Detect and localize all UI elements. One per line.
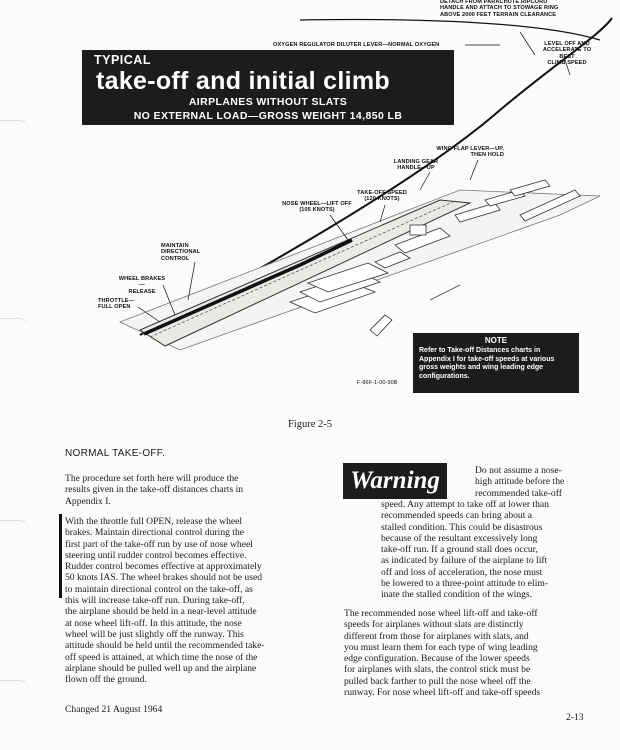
text-line: off speed is attained, at which time the nose of the xyxy=(65,651,258,663)
callout-line: LANDING GEAR xyxy=(393,159,439,165)
callout-oxygen: OXYGEN REGULATOR DILUTER LEVER—NORMAL OXYGEN xyxy=(273,42,440,48)
callout-line: MAINTAIN xyxy=(161,243,189,249)
callout-parachute xyxy=(440,0,590,18)
text-line: to maintain directional control on the take-off, as xyxy=(65,583,253,595)
runway xyxy=(140,200,470,346)
callout-line: ACCELERATE TO BEST xyxy=(542,47,592,60)
callout-line: DIRECTIONAL xyxy=(161,249,201,256)
note-box xyxy=(413,333,579,393)
binder-hole-mark xyxy=(0,680,30,705)
paragraph-intro xyxy=(65,473,315,507)
title-subtitle-1: AIRPLANES WITHOUT SLATS xyxy=(188,96,348,108)
callout-throttle xyxy=(98,298,143,311)
text-line: take-off run. If a ground stall does occur, xyxy=(381,544,538,556)
callout-line: WING FLAP LEVER—UP, xyxy=(436,146,504,152)
text-line: you must learn them for each type of wing leading xyxy=(344,641,538,653)
callout-line: CONTROL xyxy=(161,255,190,262)
callout-line: (105 KNOTS) xyxy=(299,207,335,214)
text-line: 50 knots IAS. The wheel brakes should not be used xyxy=(65,572,262,584)
callout-line: DETACH FROM PARACHUTE RIPCORD xyxy=(440,0,548,5)
text-line: be lowered to a three-point attitude to elim- xyxy=(381,578,549,590)
text-line: speeds for airplanes without slats are distinctly xyxy=(344,619,524,631)
text-line: results given in the take-off distances charts in xyxy=(65,484,244,496)
callout-wheel-brakes xyxy=(117,276,167,295)
text-line: recommended take-off xyxy=(475,487,562,499)
road-line xyxy=(430,285,460,300)
callout-line: CLIMB SPEED xyxy=(547,60,587,67)
callout-maintain xyxy=(161,243,211,262)
figure-code: F-86F-1-00-90B xyxy=(357,380,398,386)
text-line: the airplane should be held in a near-level attitude xyxy=(65,606,257,618)
callout-line: HANDLE—UP xyxy=(397,165,435,172)
text-line: as indicated by failure of the airplane to lift xyxy=(381,555,548,567)
callout-line: ABOVE 2000 FEET TERRAIN CLEARANCE xyxy=(440,11,557,18)
text-line: pulled back farther to pull the nose wheel off the xyxy=(344,675,531,687)
title-main: take-off and initial climb xyxy=(96,67,390,95)
text-line: for airplanes with slats, the control stick must be xyxy=(344,664,531,676)
binder-hole-mark xyxy=(0,520,30,545)
callout-line: LEVEL OFF AND xyxy=(544,41,590,47)
paragraph-procedure xyxy=(65,516,325,685)
change-bar xyxy=(59,514,62,598)
callout-line: RELEASE xyxy=(128,288,156,295)
callout-line: TAKE-OFF SPEED xyxy=(357,190,407,196)
text-line: Do not assume a nose- xyxy=(475,465,562,476)
text-line: The procedure set forth here will produce the xyxy=(65,473,239,484)
callout-line: WHEEL BRAKES— xyxy=(118,276,166,289)
page-number: 2-13 xyxy=(566,712,584,723)
text-line: wheel will be just slightly off the runway. This xyxy=(65,628,244,640)
text-line: speed. Any attempt to take off at lower than xyxy=(381,499,549,510)
callout-nose-wheel xyxy=(278,201,356,214)
runway-centerline xyxy=(150,201,455,337)
warning-body xyxy=(381,499,611,601)
text-line: runway. For nose wheel lift-off and take-off speeds xyxy=(344,687,541,699)
callout-landing-gear xyxy=(390,159,442,172)
text-line: Rudder control becomes effective at approximately xyxy=(65,561,262,573)
note-title: NOTE xyxy=(484,336,508,345)
text-line: brakes. Maintain directional control during the xyxy=(65,527,245,539)
callout-line: THROTTLE— xyxy=(98,298,135,304)
text-line: high attitude before the xyxy=(475,476,565,488)
callout-wing-flap xyxy=(428,146,504,159)
small-building xyxy=(370,315,392,336)
text-line: first part of the take-off run by use of nose wheel xyxy=(65,538,253,550)
diagram-title-box xyxy=(82,50,454,125)
text-line: steering until rudder control becomes effective. xyxy=(65,549,247,561)
footer-changed-date: Changed 21 August 1964 xyxy=(65,704,163,715)
text-line: this will increase take-off run. During take-off, xyxy=(65,595,245,607)
warning-side-text xyxy=(475,465,595,499)
callout-line: NOSE WHEEL—LIFT OFF xyxy=(282,201,352,207)
note-text: Refer to Take-off Distances charts in Appendix I for take-off speeds at various gross weights and wing leading edge configurations. xyxy=(419,347,555,380)
warning-badge: Warning xyxy=(343,463,447,499)
text-line: attitude should be held until the recommended take- xyxy=(65,640,265,652)
text-line: recommended speeds can bring about a xyxy=(381,510,533,522)
figure-caption: Figure 2-5 xyxy=(287,419,333,430)
text-line: stalled condition. This could be disastrous xyxy=(381,521,543,533)
text-line: at nose wheel lift-off. In this attitude, the nose xyxy=(65,617,242,629)
text-line: airplane should be pulled well up and the airplane xyxy=(65,662,257,674)
text-line: Appendix I. xyxy=(65,495,111,507)
callout-line: HANDLE AND ATTACH TO STOWAGE RING xyxy=(440,5,559,12)
callout-line: THEN HOLD xyxy=(470,152,504,159)
callout-takeoff-speed xyxy=(352,190,412,203)
text-line: inate the stalled condition of the wings. xyxy=(381,589,533,601)
callout-level-off xyxy=(535,41,599,67)
callout-line: (120 KNOTS) xyxy=(364,196,400,203)
callout-line: FULL OPEN xyxy=(98,304,131,311)
text-line: edge configuration. Because of the lower speeds xyxy=(344,653,530,665)
text-line: With the throttle full OPEN, release the wheel xyxy=(65,516,243,527)
text-line: off and loss of acceleration, the nose must xyxy=(381,566,543,578)
text-line: flown off the ground. xyxy=(65,674,147,686)
paragraph-speeds xyxy=(344,608,609,698)
text-line: The recommended nose wheel lift-off and take-off xyxy=(344,608,538,619)
text-line: different from those for airplanes with slats, and xyxy=(344,630,529,642)
text-line: because of the resultant excessively long xyxy=(381,532,538,544)
title-typical: TYPICAL xyxy=(94,53,151,67)
upper-flight-path xyxy=(300,20,600,40)
title-subtitle-2: NO EXTERNAL LOAD—GROSS WEIGHT 14,850 LB xyxy=(133,110,403,122)
section-heading: NORMAL TAKE-OFF. xyxy=(65,448,166,459)
